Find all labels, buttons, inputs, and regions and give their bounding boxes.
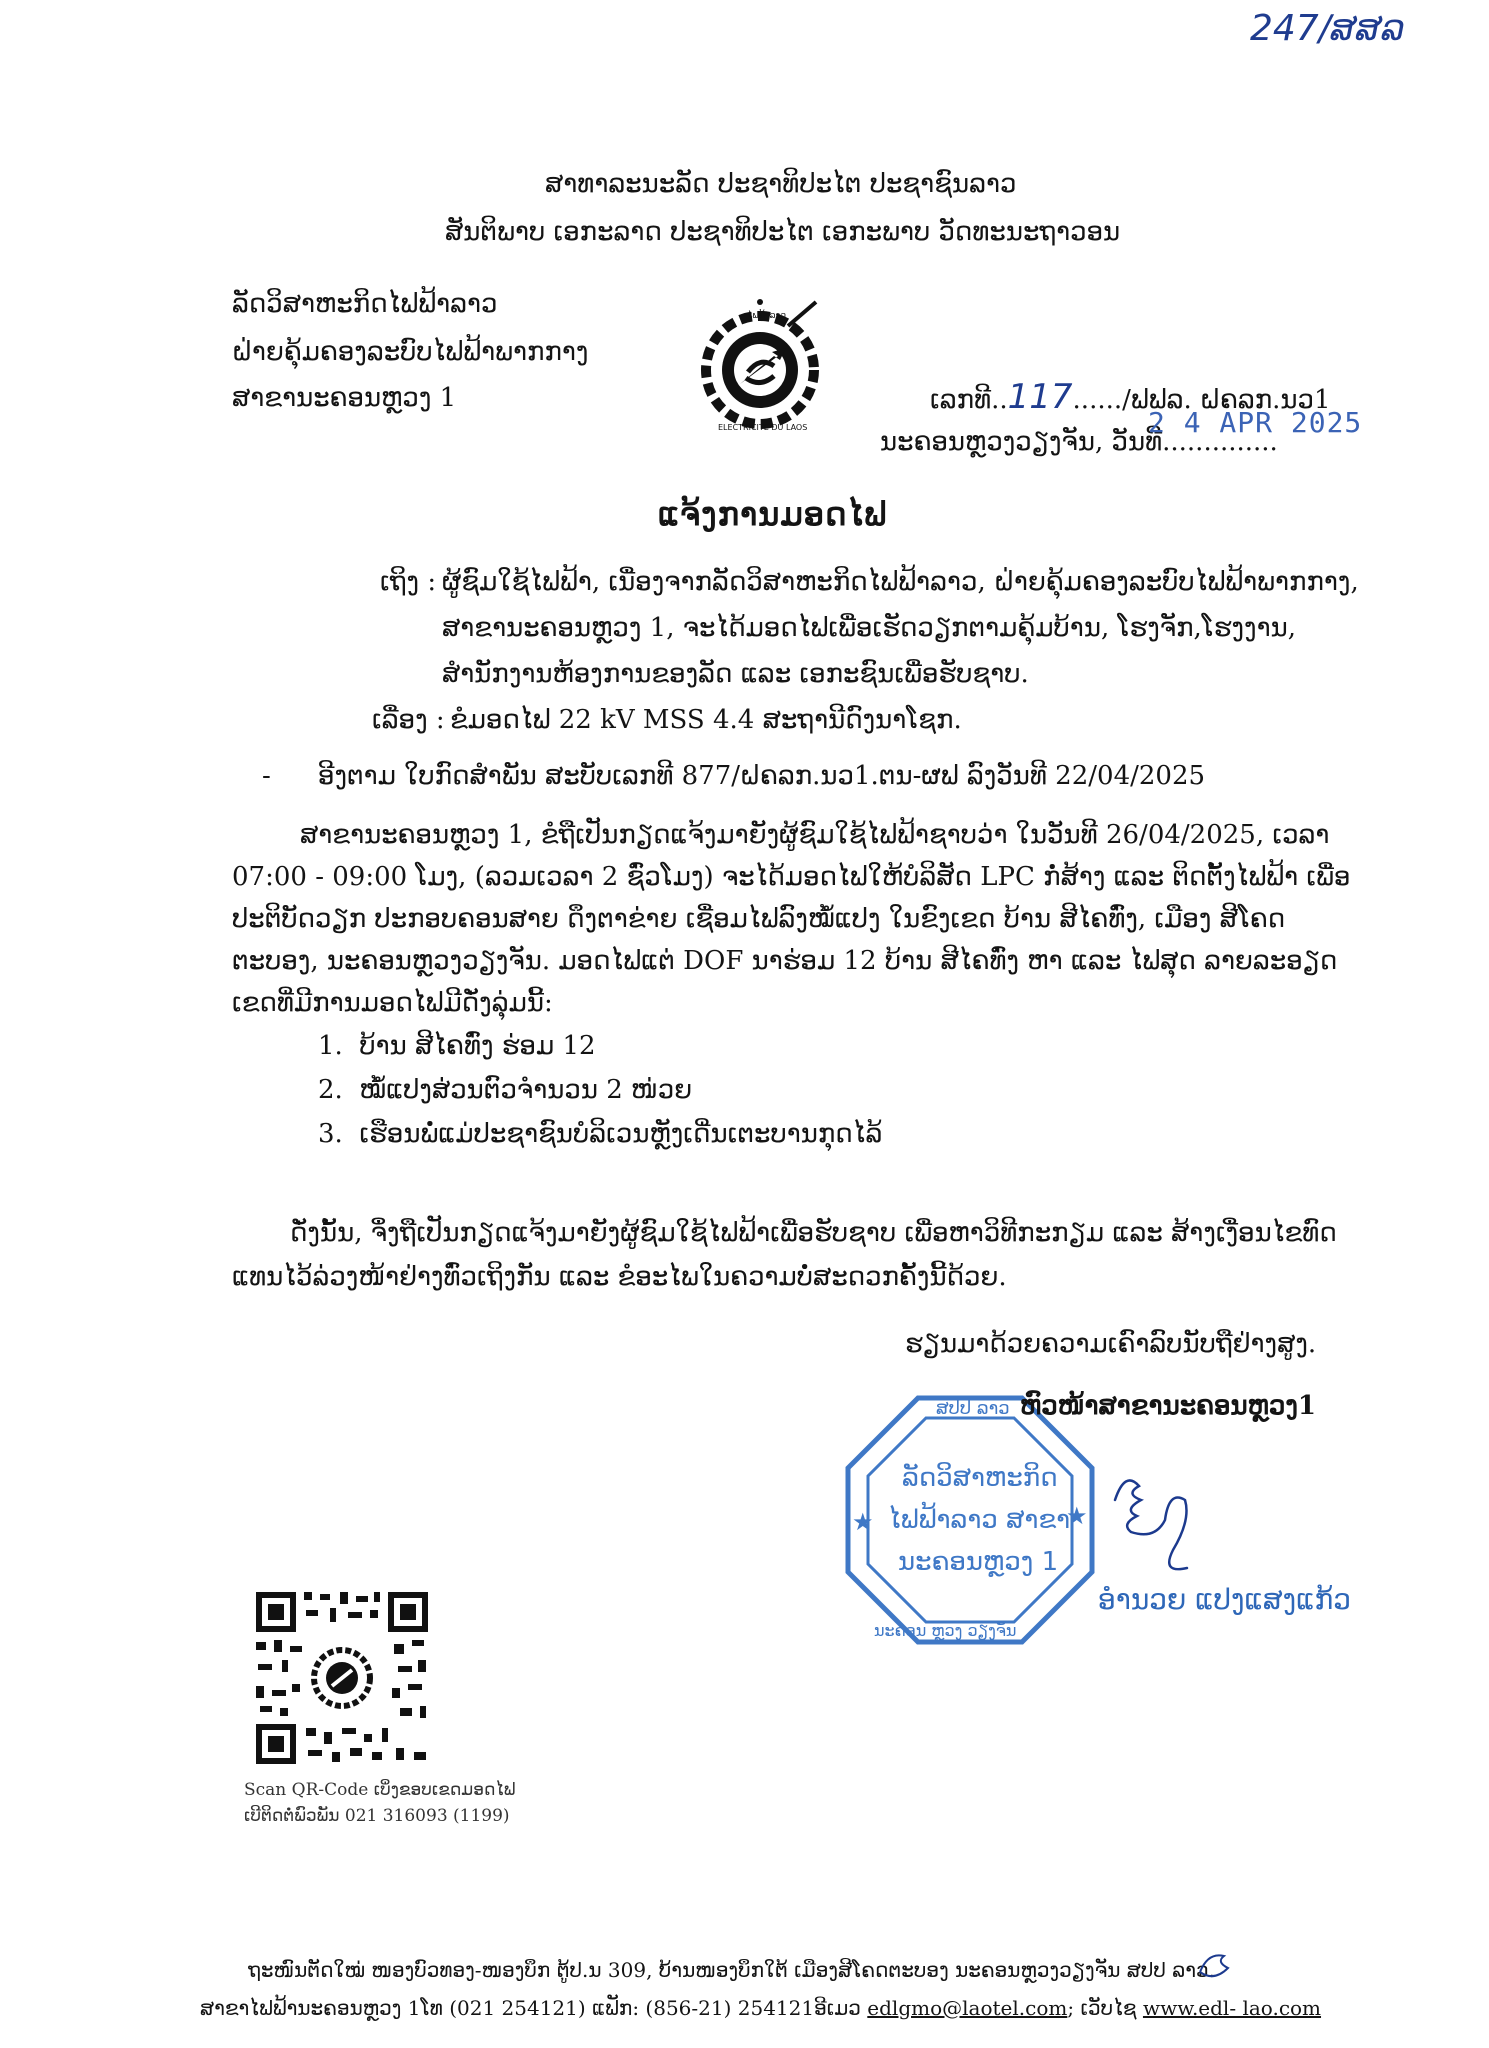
stamp-ring-bottom: ນະຄອນ ຫຼວງ ວຽງຈັນ [874,1621,1017,1640]
body-line-1: ສາຂານະຄອນຫຼວງ 1, ຂໍຖືເປັນກຽດແຈ້ງມາຍັງຜູ້ຊົມໃຊ້ໄຟຟ້າຊາບວ່າ ໃນວັນທີ 26/04/2025, ເວລາ [300,820,1330,850]
ref-number: 117 [1007,377,1073,417]
document-title: ແຈ້ງການມອດໄຟ [658,495,888,533]
stamp-star-left: ★ [852,1508,874,1536]
regards-line: ຮຽນມາດ້ວຍຄວາມເຄົາລົບນັບຖືຢ່າງສູງ. [905,1329,1317,1359]
closing-line-2: ແທນໄວ້ລ່ວງໜ້າຢ່າງທົ່ວເຖິງກັນ ແລະ ຂໍອະໄພໃນຄວາມບໍ່ສະດວກຄັ້ງນີ້ດ້ວຍ. [232,1262,1007,1292]
list-text: ເຮືອນພໍ່ແມ່ປະຊາຊົນບໍລິເວນຫຼັງເດີ່ນເຕະບານກຸດໄລ້ [359,1119,883,1149]
stamp-line2: ໄຟຟ້າລາວ ສາຂາ [888,1505,1071,1535]
org-division: ຝ່າຍຄຸ້ມຄອງລະບົບໄຟຟ້າພາກກາງ [232,337,589,367]
to-label: ເຖິງ : [380,567,437,597]
list-number: 3. [318,1119,343,1149]
stamp-star-right: ★ [1066,1502,1088,1530]
ref-suffix: ....../ຟຟລ. ຝຄລກ.ນວ1 [1072,385,1331,415]
edl-logo [688,296,832,436]
handwritten-note: 247/ສສລ [1250,8,1405,49]
logo-text-top: ໄຟຟ້າລາວ [748,311,787,321]
to-line-3: ສຳນັກງານຫ້ອງການຂອງລັດ ແລະ ເອກະຊົນເພື່ອຮັບຊາບ. [442,659,1029,689]
list-number: 2. [318,1075,343,1105]
ref-prefix: ເລກທີ.. [930,385,1008,415]
list-item [318,1032,596,1062]
body-line-4: ຕະບອງ, ນະຄອນຫຼວງວຽງຈັນ. ມອດໄຟແຕ່ DOF ນາຮ່ອມ 12 ບ້ານ ສີໄຄທົ່ງ ຫາ ແລະ ໄຟສຸດ ລາຍລະອຽດ [232,946,1338,976]
footer-contact [200,1996,1321,2020]
to-line-1: ຜູ້ຊົມໃຊ້ໄຟຟ້າ, ເນື່ອງຈາກລັດວິສາຫະກິດໄຟຟ້າລາວ, ຝ່າຍຄຸ້ມຄອງລະບົບໄຟຟ້າພາກກາງ, [442,567,1359,597]
date-stamp: 2 4 APR 2025 [1148,406,1363,439]
list-number: 1. [318,1031,343,1061]
qr-caption-line2: ເບີຕິດຕໍ່ພົວພັນ 021 316093 (1199) [244,1806,510,1826]
body-line-2: 07:00 - 09:00 ໂມງ, (ລວມເວລາ 2 ຊົ່ວໂມງ) ຈະໄດ້ມອດໄຟໃຫ້ບໍລິສັດ LPC ກໍ່ສ້າງ ແລະ ຕິດຕັ້ງໄຟຟ້າ ເພື່ອ [232,862,1351,892]
handwritten-signature [1095,1450,1215,1590]
subject-label: ເລື່ອງ : [372,705,445,735]
national-header-line2: ສັນຕິພາບ ເອກະລາດ ປະຊາທິປະໄຕ ເອກະພາບ ວັດທະນະຖາວອນ [445,217,1121,247]
signatory-title: ຫົວໜ້າສາຂານະຄອນຫຼວງ1 [1020,1391,1316,1421]
qr-code[interactable] [252,1588,432,1768]
footer-contact-text: ສາຂາໄຟຟ້ານະຄອນຫຼວງ 1ໂທ (021 254121) ແຟັກ: (856-21) 254121ອີເມວ [200,1996,868,2020]
reference-line: ອີງຕາມ ໃບກົດສຳພັນ ສະບັບເລກທີ 877/ຝຄລກ.ນວ1.ຕນ-ຜຟ ລົງວັນທີ 22/04/2025 [318,761,1206,791]
stamp-ring-top: ສປປ ລາວ [936,1398,1010,1419]
footer-mark-icon [1194,1948,1234,1984]
place-date-line: ນະຄອນຫຼວງວຽງຈັນ, ວັນທີ.............. [880,427,1278,457]
reference-dash: - [262,761,271,791]
closing-line-1: ດັ່ງນັ້ນ, ຈຶ່ງຖືເປັນກຽດແຈ້ງມາຍັງຜູ້ຊົມໃຊ້ໄຟຟ້າເພື່ອຮັບຊາບ ເພື່ອຫາວິທີກະກຽມ ແລະ ສ້າງເງື່ອນໄຂທົດ [290,1218,1337,1248]
to-line-2: ສາຂານະຄອນຫຼວງ 1, ຈະໄດ້ມອດໄຟເພື່ອເຮັດວຽກຕາມຄຸ້ມບ້ານ, ໂຮງຈັກ,ໂຮງງານ, [442,613,1297,643]
org-name: ລັດວິສາຫະກິດໄຟຟ້າລາວ [232,289,498,319]
list-text: ໝໍ້ແປງສ່ວນຕົວຈຳນວນ 2 ໜ່ວຍ [359,1075,693,1105]
signatory-name: ອຳນວຍ ແປງແສງແກ້ວ [1098,1583,1351,1616]
qr-caption-line1: Scan QR-Code ເບິ່ງຂອບເຂດມອດໄຟ [244,1780,516,1800]
subject-text: ຂໍມອດໄຟ 22 kV MSS 4.4 ສະຖານີດົງນາໂຊກ. [450,705,962,735]
logo-text-bottom: ELECTRICITE DU LAOS [718,423,808,432]
org-branch: ສາຂານະຄອນຫຼວງ 1 [232,383,457,413]
body-line-5: ເຂດທີ່ມີການມອດໄຟມີດັ່ງລຸ່ມນີ້: [232,988,553,1018]
footer-website-label: ; ເວັບໄຊ [1067,1996,1143,2020]
footer-address: ຖະໜົນຕັດໃໝ່ ໜອງບົວທອງ-ໜອງບຶກ ຕູ້ປ.ນ 309, ບ້ານໜອງບຶກໃຕ້ ເມືອງສີໂຄດຕະບອງ ນະຄອນຫຼວງວຽງຈັນ ສປປ ລາວ. [248,1958,1215,1982]
stamp-line3: ນະຄອນຫຼວງ 1 [898,1547,1059,1577]
body-line-3: ປະຕິບັດວຽກ ປະກອບຄອນສາຍ ດຶງຕາຂ່າຍ ເຊື່ອມໄຟລົງໝໍ້ແປງ ໃນຂົງເຂດ ບ້ານ ສີໄຄທົ່ງ, ເມືອງ ສີໂຄດ [232,904,1286,934]
list-item [318,1076,692,1106]
stamp-line1: ລັດວິສາຫະກິດ [902,1463,1058,1493]
footer-email-link[interactable]: edlgmo@laotel.com [867,1996,1068,2020]
list-item [318,1120,882,1150]
list-text: ບ້ານ ສີໄຄທົ່ງ ຮ່ອມ 12 [359,1031,596,1061]
footer-website-link[interactable]: www.edl- lao.com [1142,1996,1322,2020]
official-stamp [840,1390,1100,1650]
national-header-line1: ສາທາລະນະລັດ ປະຊາທິປະໄຕ ປະຊາຊົນລາວ [545,169,1017,199]
